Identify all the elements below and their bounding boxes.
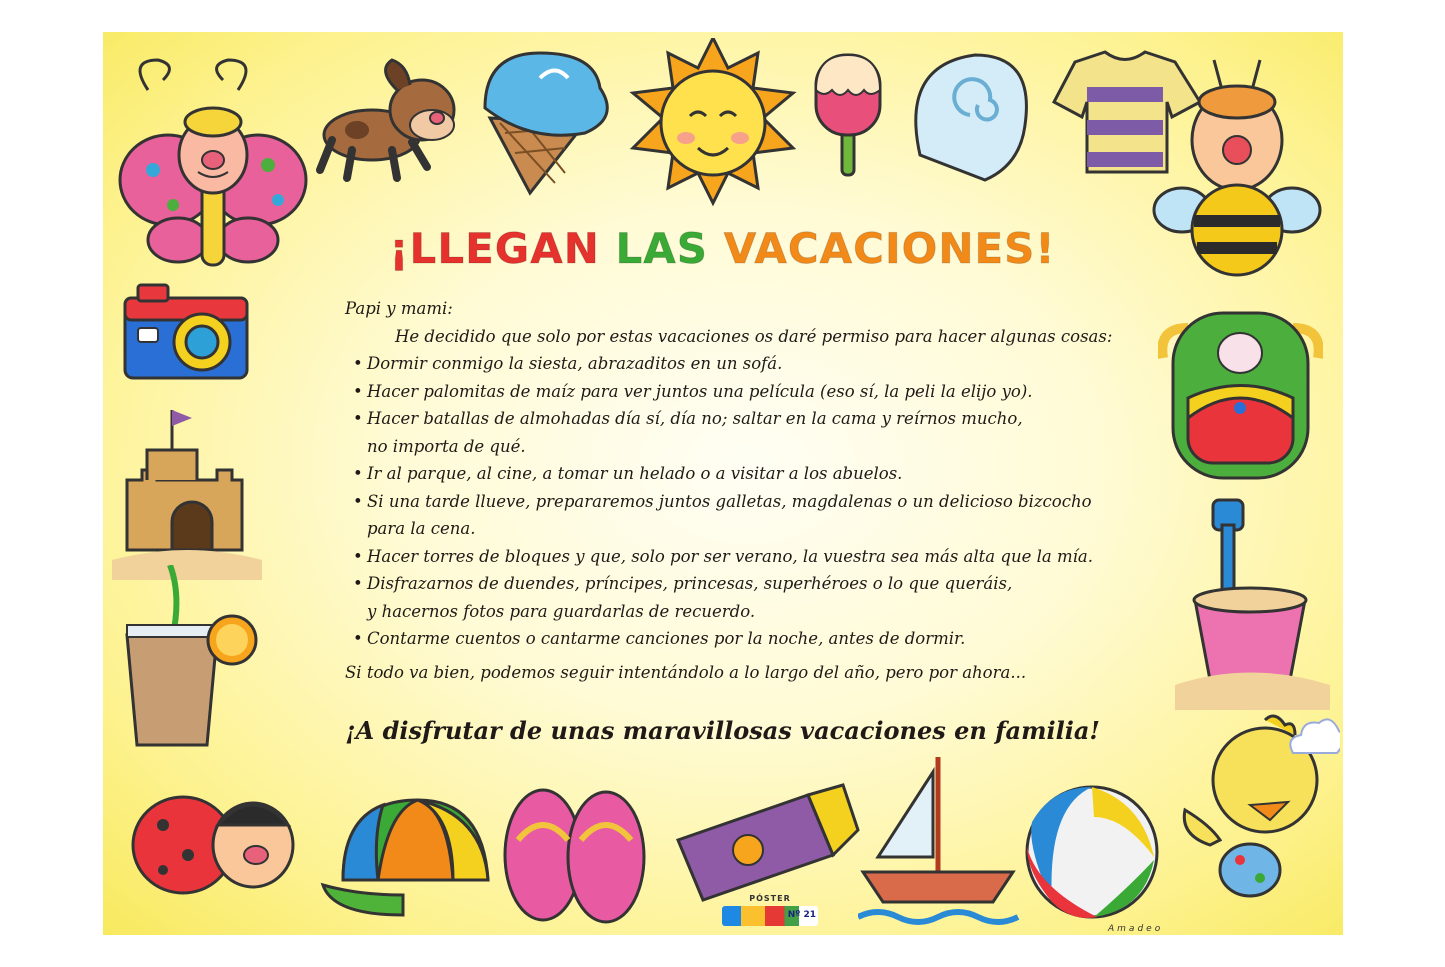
sailboat-icon xyxy=(858,752,1023,932)
ladybug-icon xyxy=(128,775,308,905)
letter-greeting: Papi y mami: xyxy=(345,299,453,318)
sun-icon xyxy=(628,38,798,208)
poster-badge xyxy=(722,894,818,934)
list-item: • Ir al parque, al cine, a tomar un helado o a visitar a los abuelos. xyxy=(345,460,1145,488)
list-item: • Hacer batallas de almohadas día sí, día no; saltar en la cama y reírnos mucho, xyxy=(345,405,1145,433)
list-item: • Hacer torres de bloques y que, solo por ser verano, la vuestra sea más alta que la mía. xyxy=(345,543,1145,571)
list-item-continuation: no importa de qué. xyxy=(367,436,526,456)
list-item: • Disfrazarnos de duendes, príncipes, princesas, superhéroes o lo que queráis, xyxy=(345,570,1145,598)
list-item-continuation: y hacernos fotos para guardarlas de recuerdo. xyxy=(367,601,756,621)
beach-ball-icon xyxy=(1020,780,1165,925)
cap-icon xyxy=(318,795,493,925)
backpack-icon xyxy=(1158,298,1323,488)
seashell-icon xyxy=(905,45,1035,185)
sandcastle-icon xyxy=(112,400,262,580)
popsicle-icon xyxy=(808,50,888,180)
list-item-continuation: para la cena. xyxy=(367,519,476,538)
badge-title: PÓSTER xyxy=(749,894,791,903)
letter-outro: Si todo va bien, podemos seguir intentándolo a lo largo del año, pero por ahora... xyxy=(345,662,1027,682)
dog-icon xyxy=(312,50,467,190)
page-title xyxy=(0,224,1445,273)
sunscreen-icon xyxy=(668,780,863,910)
list-item: • Si una tarde llueve, prepararemos juntos galletas, magdalenas o un delicioso bizcocho xyxy=(345,488,1145,516)
flip-flops-icon xyxy=(498,785,648,925)
badge-number: Nº 21 xyxy=(787,910,816,920)
letter-intro: He decidido que solo por estas vacaciones os daré permiso para hacer algunas cosas: xyxy=(395,326,1113,346)
title-word-3: VACACIONES! xyxy=(723,224,1056,273)
badge-strip xyxy=(722,906,818,926)
permission-list xyxy=(345,350,1145,653)
ice-cream-cone-icon xyxy=(470,38,630,198)
list-item: • Dormir conmigo la siesta, abrazaditos en un sofá. xyxy=(345,350,1145,378)
list-item: • Hacer palomitas de maíz para ver juntos una película (eso sí, la peli la elijo yo). xyxy=(345,378,1145,406)
camera-icon xyxy=(120,280,255,385)
artist-signature: Amadeo xyxy=(1108,924,1164,934)
list-item: • Contarme cuentos o cantarme canciones por la noche, antes de dormir. xyxy=(345,625,1145,653)
title-word-2: LAS xyxy=(615,224,709,273)
letter-body xyxy=(345,295,1145,686)
title-word-1: ¡LLEGAN xyxy=(389,224,600,273)
closing-line: ¡A disfrutar de unas maravillosas vacaciones en familia! xyxy=(345,716,1100,745)
sand-bucket-icon xyxy=(1175,495,1330,710)
